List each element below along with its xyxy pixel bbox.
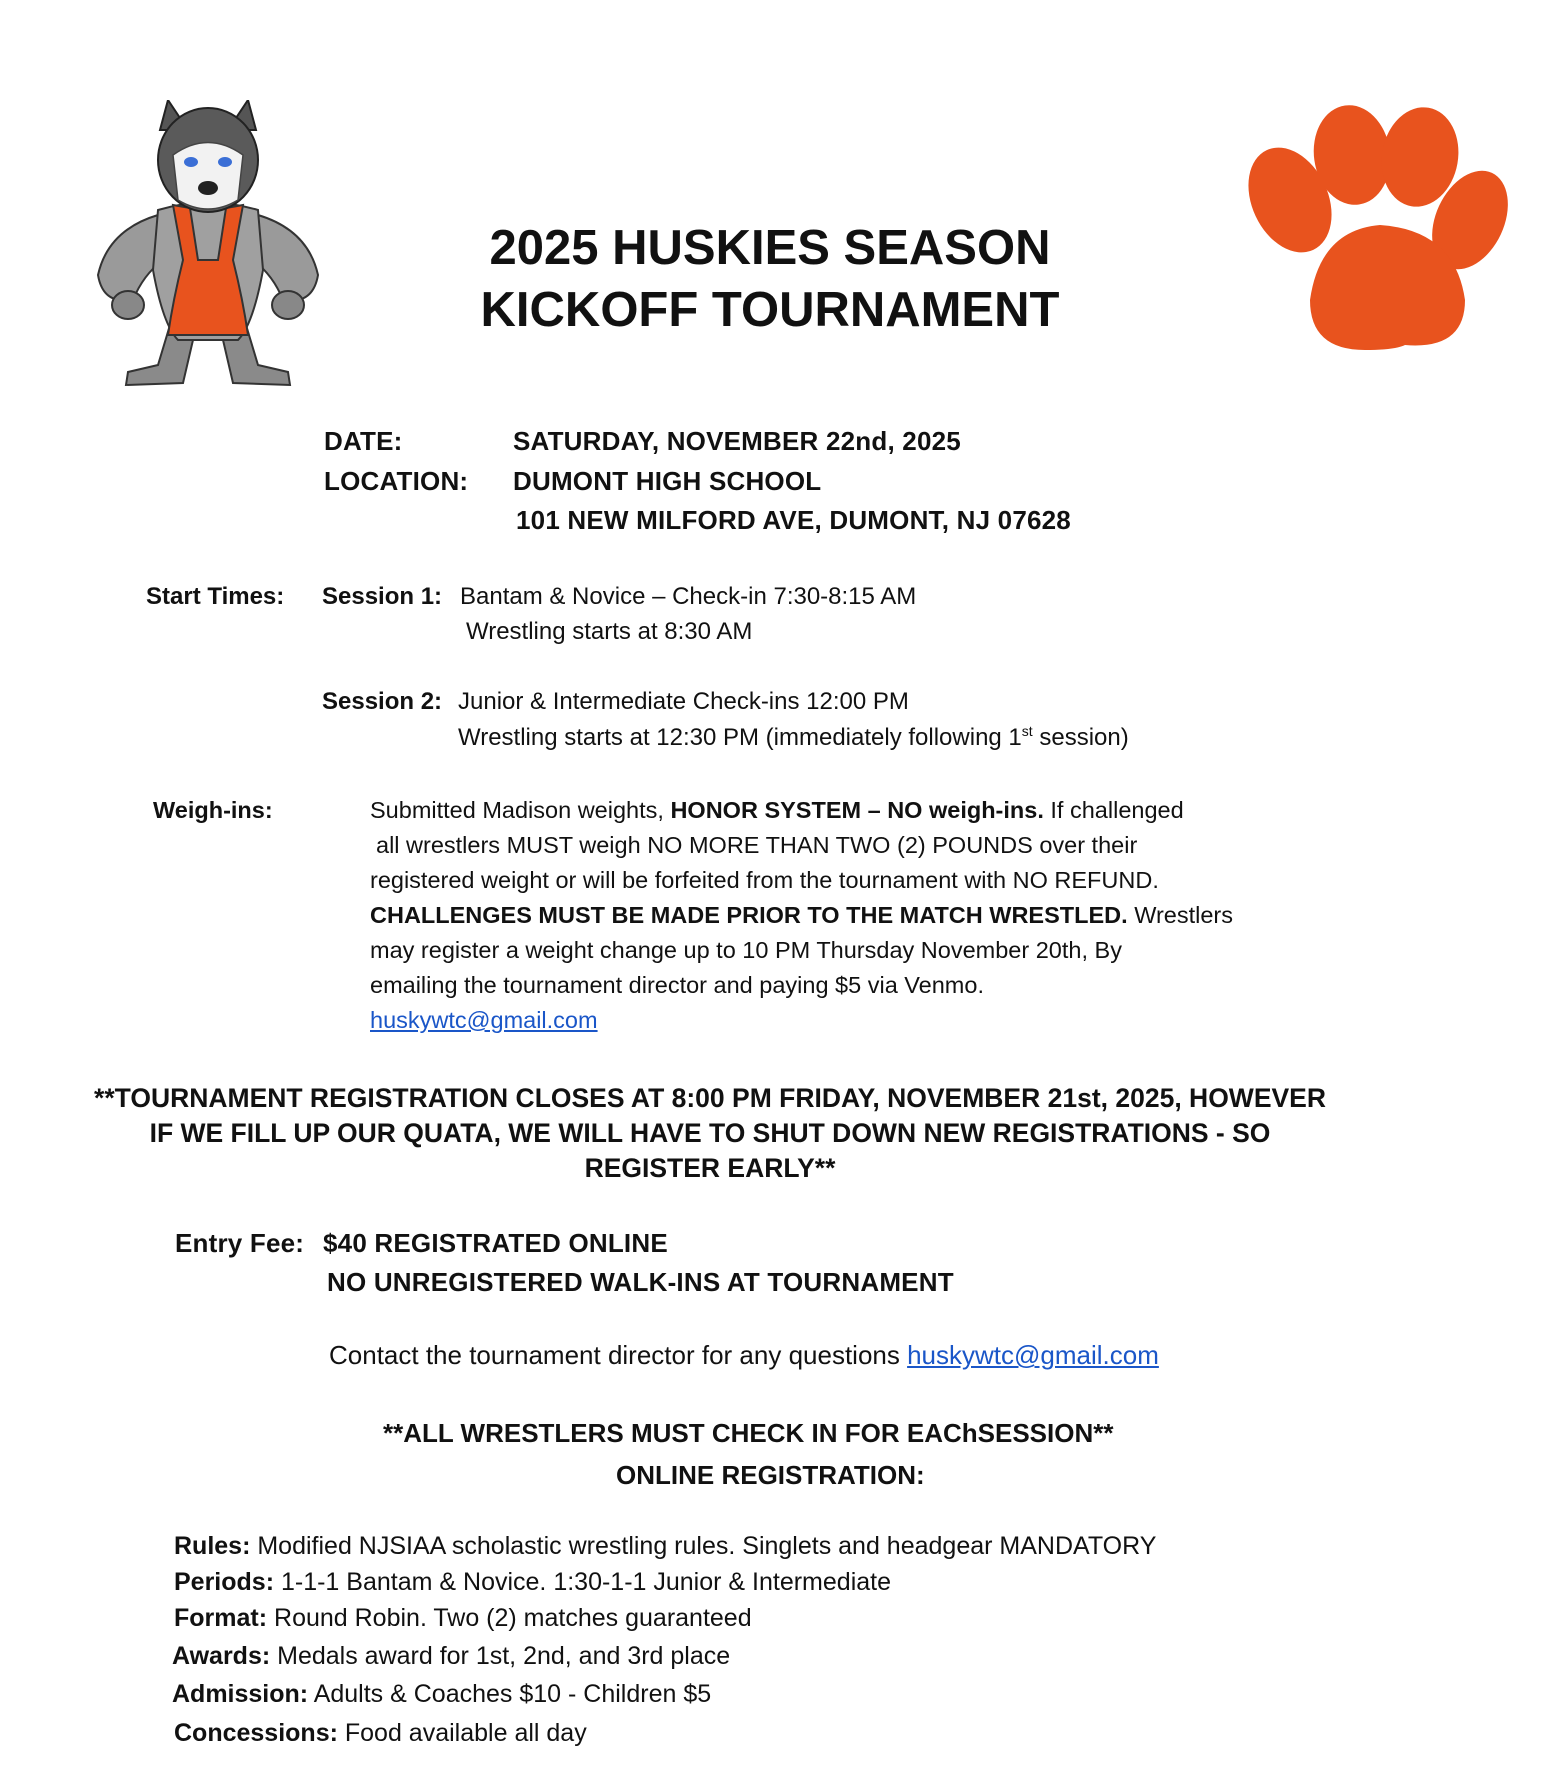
session2-start: Wrestling starts at 12:30 PM (immediately following 1st session) [458, 723, 1129, 751]
weigh-ins-email-link[interactable]: huskywtc@gmail.com [370, 1007, 598, 1033]
contact-email-link[interactable]: huskywtc@gmail.com [907, 1340, 1159, 1370]
page-title-line1: 2025 HUSKIES SEASON [489, 221, 1051, 275]
entry-fee-label: Entry Fee: [175, 1228, 305, 1258]
info-format: Format: Round Robin. Two (2) matches guaranteed [174, 1604, 752, 1632]
date-value: SATURDAY, NOVEMBER 22nd, 2025 [513, 426, 961, 456]
location-value: DUMONT HIGH SCHOOL [513, 466, 822, 496]
info-awards: Awards: Medals award for 1st, 2nd, and 3rd place [172, 1642, 731, 1670]
entry-fee-value: $40 REGISTRATED ONLINE [323, 1228, 668, 1258]
info-concessions: Concessions: Food available all day [174, 1719, 587, 1747]
registration-closing-notice: **TOURNAMENT REGISTRATION CLOSES AT 8:00 PM FRIDAY, NOVEMBER 21st, 2025, HOWEVER IF WE FILL UP OUR QUATA, WE WILL HAVE TO SHUT DOWN NEW REGISTRATIONS - SO REGISTER EARLY** [94, 1083, 1326, 1183]
address: 101 NEW MILFORD AVE, DUMONT, NJ 07628 [516, 505, 1071, 535]
location-label: LOCATION: [324, 466, 469, 496]
session2-label: Session 2: [322, 688, 443, 715]
date-label: DATE: [324, 426, 403, 456]
session1-label: Session 1: [322, 583, 443, 610]
info-admission: Admission: Adults & Coaches $10 - Children $5 [172, 1680, 712, 1708]
online-registration-heading: ONLINE REGISTRATION: [616, 1460, 925, 1490]
weigh-ins-text: Submitted Madison weights, HONOR SYSTEM – NO weigh-ins. If challenged all wrestlers MUST weigh NO MORE THAN TWO (2) POUNDS over their registered weight or will be forfeited from the tournament with NO REFUND. CHALLENGES MUST BE MADE PRIOR TO THE MATCH WRESTLED. Wrestlers may register a weight change up to 10 PM Thursday November 20th, By emailing the tournament director and paying $5 via Venmo. huskywtc@gmail.com [370, 797, 1233, 1033]
session2-checkin: Junior & Intermediate Check-ins 12:00 PM [458, 688, 909, 715]
info-rules: Rules: Modified NJSIAA scholastic wrestling rules. Singlets and headgear MANDATORY [174, 1532, 1157, 1560]
start-times-label: Start Times: [146, 583, 285, 610]
session1-start: Wrestling starts at 8:30 AM [466, 618, 753, 645]
entry-fee-note: NO UNREGISTERED WALK-INS AT TOURNAMENT [327, 1267, 954, 1297]
session1-checkin: Bantam & Novice – Check-in 7:30-8:15 AM [460, 583, 917, 610]
weigh-ins-label: Weigh-ins: [153, 797, 273, 823]
checkin-notice: **ALL WRESTLERS MUST CHECK IN FOR EAChSESSION** [383, 1418, 1114, 1448]
page-title-line2: KICKOFF TOURNAMENT [480, 283, 1060, 337]
contact-line: Contact the tournament director for any questions huskywtc@gmail.com [329, 1340, 1159, 1370]
info-periods: Periods: 1-1-1 Bantam & Novice. 1:30-1-1 Junior & Intermediate [174, 1568, 891, 1596]
